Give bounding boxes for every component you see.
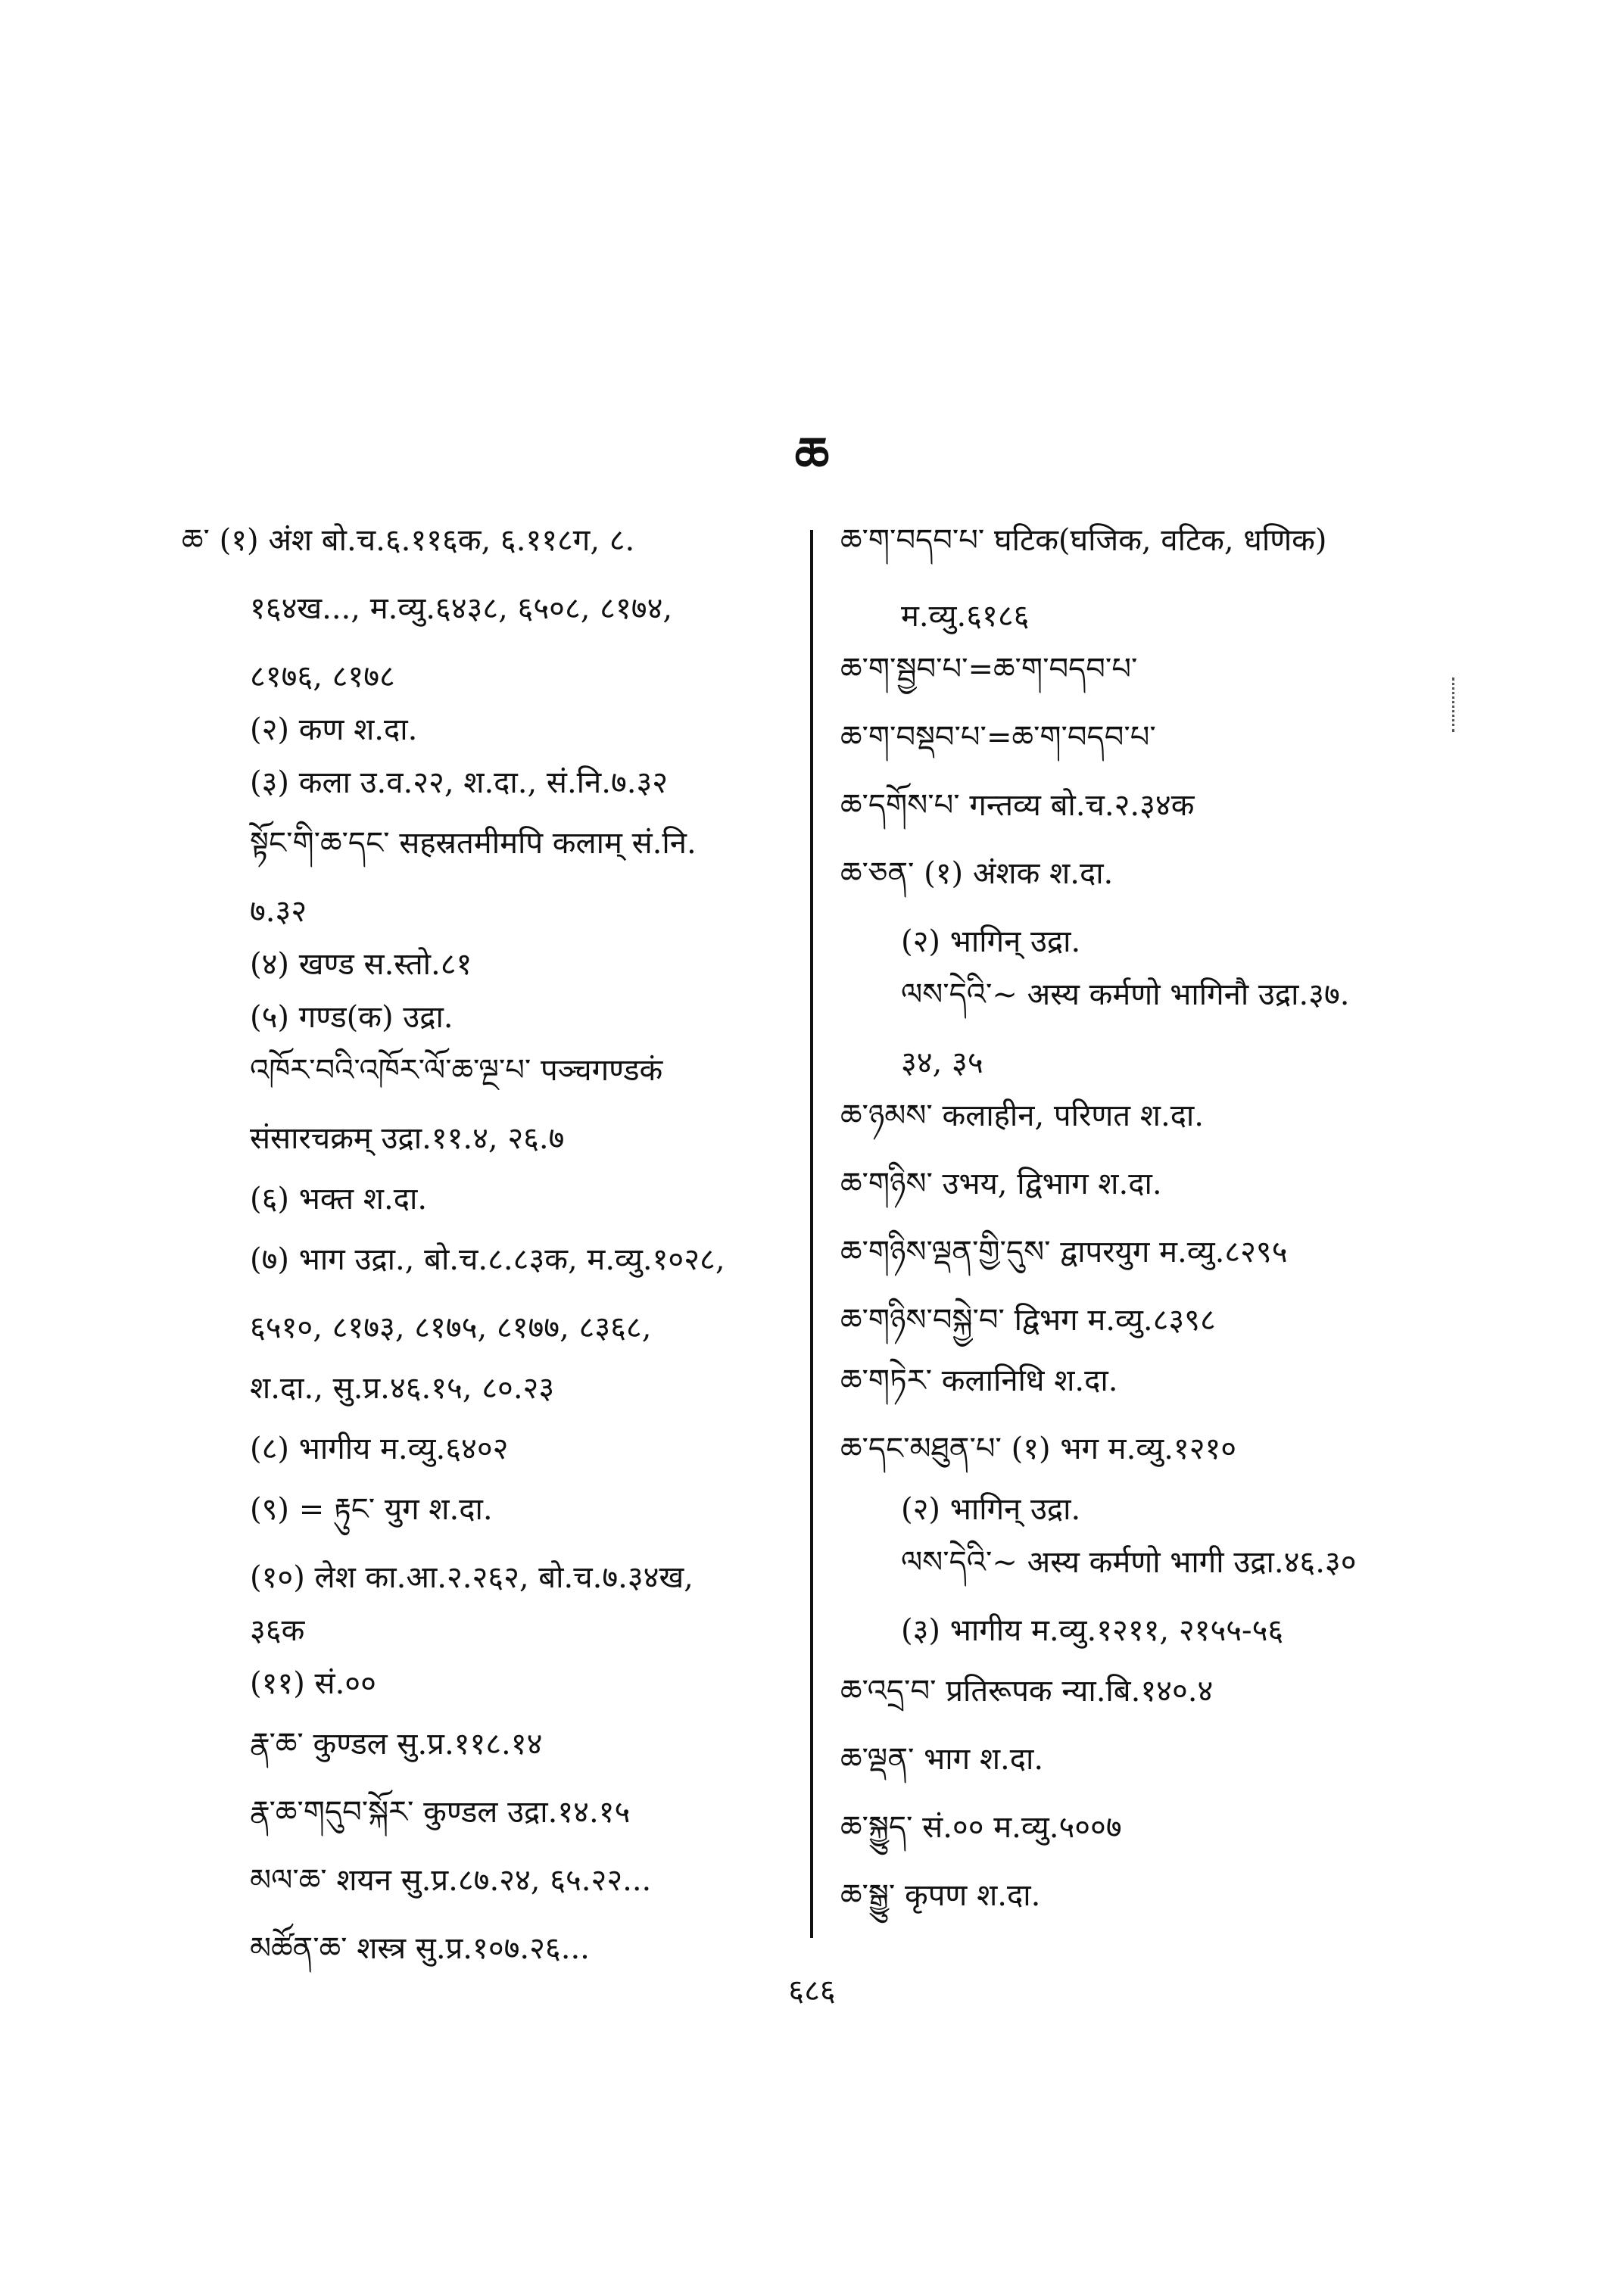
entry-line: ལས་དེའི་~ अस्य कर्मणो भागी उद्रा.४६.३० xyxy=(901,1545,1357,1580)
entry-line: ཆ་སྒྱུ་ कृपण श.दा. xyxy=(840,1878,1041,1913)
entry-line: ཆ་འདྲ་བ་ प्रतिरूपक न्या.बि.१४०.४ xyxy=(840,1674,1214,1709)
entry-line: (३) भागीय म.व्यु.१२११, २१५५-५६ xyxy=(901,1613,1284,1648)
entry-line: ८१७६, ८१७८ xyxy=(250,659,395,694)
entry-line: ཆ་ག་བསྡབ་པ་=ཆ་ག་བདབ་པ་ xyxy=(840,720,1156,755)
entry-line: ཆ་གཏེར་ कलानिधि श.दा. xyxy=(840,1363,1118,1398)
entry-line: ཆ་ཉམས་ कलाहीन, परिणत श.दा. xyxy=(840,1098,1205,1133)
entry-line: (८) भागीय म.व्यु.६४०२ xyxy=(250,1432,509,1466)
entry-line: རྣ་ཆ་ कुण्डल सु.प्र.११८.१४ xyxy=(250,1727,543,1762)
entry-line: རྣ་ཆ་གདུབ་སྐོར་ कुण्डल उद्रा.१४.१५ xyxy=(250,1795,631,1830)
entry-line: འཁོར་བའི་འཁོར་ལོ་ཆ་ལྔ་པ་ पञ्चगण्डकं xyxy=(250,1053,663,1088)
entry-line: (११) सं.०० xyxy=(250,1666,376,1701)
entry-line: (२) भागिन् उद्रा. xyxy=(901,1492,1081,1527)
entry-line: ཆ་གཉིས་ལྡན་གྱི་དུས་ द्वापरयुग म.व्यु.८२९५ xyxy=(840,1235,1288,1270)
section-heading: ཆ xyxy=(794,427,830,484)
entry-line: ཆ་གཉིས་བསྐྱེ་བ་ द्विभग म.व्यु.८३९८ xyxy=(840,1303,1216,1338)
entry-line: (३) कला उ.व.२२, श.दा., सं.नि.७.३२ xyxy=(250,765,669,800)
entry-line: ३४, ३५ xyxy=(901,1045,983,1080)
entry-line: ཆ་དགོས་པ་ गन्तव्य बो.च.२.३४क xyxy=(840,788,1195,823)
entry-line: ཆ་གཉིས་ उभय, द्विभाग श.दा. xyxy=(840,1167,1162,1201)
entry-line: श.दा., सु.प्र.४६.१५, ८०.२३ xyxy=(250,1371,555,1406)
entry-line: ६५१०, ८१७३, ८१७५, ८१७७, ८३६८, xyxy=(250,1310,652,1345)
entry-line: (१०) लेश का.आ.२.२६२, बो.च.७.३४ख, xyxy=(250,1560,694,1595)
entry-line: (२) कण श.दा. xyxy=(250,712,418,747)
entry-line: ཆ་ག་སྦྱབ་པ་=ཆ་ག་བདབ་པ་ xyxy=(840,652,1138,687)
entry-line: (९) = རྟུང་ युग श.दा. xyxy=(250,1492,493,1527)
entry-line: ७.३२ xyxy=(250,894,307,929)
entry-line: (२) भागिन् उद्रा. xyxy=(901,924,1081,959)
entry-line: ལས་དེའི་~ अस्य कर्मणो भागिनौ उद्रा.३७. xyxy=(901,977,1350,1012)
column-divider xyxy=(810,530,813,1938)
entry-line: ཆ་ལྡན་ भाग श.दा. xyxy=(840,1742,1044,1777)
entry-line: ३६क xyxy=(250,1613,305,1648)
page-number: ६८६ xyxy=(788,1974,836,2008)
entry-line: ཆ་ཅན་ (१) अंशक श.दा. xyxy=(840,856,1114,891)
entry-line: ཆ་ག་བདབ་པ་ घटिक(घजिक, वटिक, धणिक) xyxy=(840,523,1327,558)
entry-line: ཆ་ (१) अंश बो.च.६.११६क, ६.११८ग, ८. xyxy=(182,523,635,558)
entry-line: (७) भाग उद्रा., बो.च.८.८३क, म.व्यु.१०२८, xyxy=(250,1242,725,1277)
entry-line: म.व्यु.६१८६ xyxy=(901,599,1030,634)
entry-line: ཆ་སྐྱུད་ सं.०० म.व्यु.५००७ xyxy=(840,1810,1122,1845)
entry-line: (५) गण्ड(क) उद्रा. xyxy=(250,1000,454,1035)
entry-line: ཆ་དང་མཐུན་པ་ (१) भग म.व्यु.१२१० xyxy=(840,1432,1237,1466)
entry-line: མལ་ཆ་ शयन सु.प्र.८७.२४, ६५.२२... xyxy=(250,1863,652,1898)
margin-mark xyxy=(1452,678,1459,732)
entry-line: संसारचक्रम् उद्रा.११.४, २६.७ xyxy=(250,1121,565,1156)
entry-line: མཚོན་ཆ་ शस्त्र सु.प्र.१०७.२६... xyxy=(250,1931,590,1966)
entry-line: (६) भक्त श.दा. xyxy=(250,1182,428,1217)
entry-line: སྟོང་གི་ཆ་དང་ सहस्रतमीमपि कलाम् सं.नि. xyxy=(250,826,697,861)
entry-line: (४) खण्ड स.स्तो.८१ xyxy=(250,947,472,982)
entry-line: १६४ख..., म.व्यु.६४३८, ६५०८, ८१७४, xyxy=(250,591,673,626)
